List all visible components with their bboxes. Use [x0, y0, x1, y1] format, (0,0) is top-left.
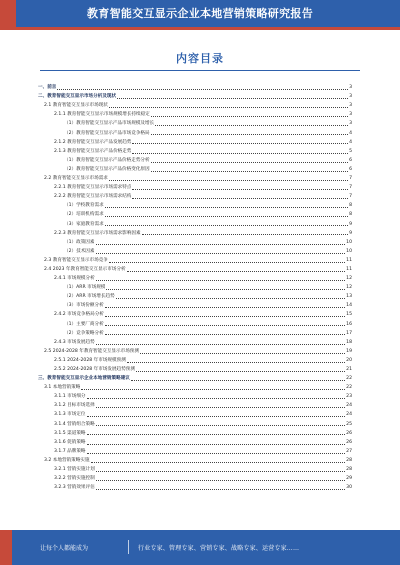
toc-entry[interactable]	[38, 183, 352, 192]
toc-entry-page: 27	[346, 448, 352, 454]
toc-entry[interactable]	[38, 356, 352, 365]
toc-entry[interactable]	[38, 483, 352, 492]
toc-entry-title: 2.2.1 教育智能交互显示市场需求特点	[54, 185, 132, 191]
toc-heading: 内容目录	[176, 52, 224, 65]
toc-leader-dots	[142, 234, 348, 235]
toc-entry-page: 28	[346, 467, 352, 473]
toc-entry[interactable]	[38, 447, 352, 456]
toc-entry[interactable]	[38, 329, 352, 338]
toc-leader-dots	[96, 344, 345, 345]
table-of-contents	[38, 83, 352, 492]
toc-leader-dots	[87, 416, 346, 417]
toc-entry-title: （2）教育智能交互显示产品市场竞争格局	[64, 130, 150, 136]
toc-entry-title: 2.2.2 教育智能交互显示市场需求结构	[54, 194, 132, 200]
toc-entry-title: 2.1.3 教育智能交互显示产品价格走势	[54, 148, 132, 154]
toc-entry[interactable]	[38, 292, 352, 301]
toc-entry-title: 3.2.3 营销效果评估	[54, 485, 95, 491]
toc-leader-dots	[116, 298, 345, 299]
toc-entry-title: 3.1.4 营销组合策略	[54, 421, 95, 427]
toc-entry-title: 2.2 教育智能交互显示市场需求	[44, 176, 108, 182]
toc-entry-title: 2.5.1 2024-2028 年市场规模预测	[54, 357, 126, 363]
toc-entry-title: 3.2.2 营销实施控制	[54, 476, 95, 482]
toc-entry[interactable]	[38, 465, 352, 474]
toc-leader-dots	[96, 244, 346, 245]
toc-entry-page: 22	[346, 376, 352, 382]
toc-entry-title: 2.1.1 教育智能交互显示市场规模增长持续稳定	[54, 112, 150, 118]
toc-leader-dots	[127, 271, 346, 272]
toc-entry-title: （1）教育智能交互显示产品价格走势分析	[64, 157, 150, 163]
toc-entry-page: 6	[349, 166, 352, 172]
toc-entry-page: 5	[349, 148, 352, 154]
toc-leader-dots	[105, 225, 348, 226]
footer-divider	[128, 540, 129, 554]
toc-entry-page: 6	[349, 157, 352, 163]
toc-leader-dots	[81, 389, 345, 390]
toc-entry[interactable]	[38, 210, 352, 219]
toc-entry-page: 21	[346, 367, 352, 372]
toc-entry-title: 2.2.3 教育智能交互显示市场需求影响因素	[54, 230, 141, 236]
toc-entry[interactable]	[38, 310, 352, 319]
toc-leader-dots	[151, 134, 348, 135]
footer-slogan: 让每个人都能成为	[40, 545, 89, 552]
toc-entry-title: 3.2 本地营销策略实施	[44, 457, 90, 463]
footer-band	[0, 530, 400, 565]
toc-leader-dots	[151, 116, 348, 117]
toc-entry-page: 9	[349, 221, 352, 227]
toc-entry-title: 一、前言	[38, 85, 57, 91]
toc-entry-title: （1）ARR 市场规模	[64, 285, 106, 291]
toc-entry-title: 3.1.1 市场细分	[54, 394, 86, 400]
toc-leader-dots	[109, 107, 348, 108]
toc-leader-dots	[87, 444, 346, 445]
toc-entry-page: 3	[349, 112, 352, 118]
toc-leader-dots	[109, 180, 348, 181]
toc-entry-title: 2.4 2023 年教育智能交互显示市场分析	[44, 266, 126, 272]
toc-entry-page: 3	[349, 103, 352, 109]
toc-leader-dots	[105, 216, 348, 217]
toc-entry[interactable]	[38, 383, 352, 392]
toc-entry-page: 9	[349, 230, 352, 236]
toc-leader-dots	[96, 253, 346, 254]
toc-leader-dots	[109, 262, 345, 263]
toc-entry[interactable]	[38, 438, 352, 447]
toc-entry[interactable]	[38, 238, 352, 247]
toc-leader-dots	[106, 289, 345, 290]
toc-entry-title: 3.1 本地营销策略	[44, 385, 81, 391]
toc-entry[interactable]	[38, 401, 352, 410]
toc-leader-dots	[117, 98, 348, 99]
toc-entry-page: 20	[346, 357, 352, 363]
toc-entry-title: （3）市场份额分析	[64, 303, 104, 309]
toc-entry-page: 11	[346, 266, 352, 272]
toc-leader-dots	[132, 198, 348, 199]
toc-leader-dots	[105, 307, 345, 308]
toc-leader-dots	[87, 453, 346, 454]
toc-entry-title: （1）政策因素	[64, 239, 95, 245]
toc-entry-title: 二、教育智能交互显示市场分析及现状	[38, 94, 117, 100]
toc-leader-dots	[105, 207, 348, 208]
toc-leader-dots	[127, 362, 345, 363]
toc-entry[interactable]	[38, 128, 352, 137]
toc-entry-page: 30	[346, 485, 352, 491]
toc-entry-title: 2.5.2 2024-2028 年市场发展趋势预测	[54, 367, 135, 372]
toc-leader-dots	[105, 316, 345, 317]
toc-entry-title: （2）技术因素	[64, 248, 95, 254]
toc-entry-page: 3	[349, 121, 352, 127]
toc-entry[interactable]	[38, 410, 352, 419]
toc-leader-dots	[87, 434, 346, 435]
toc-leader-dots	[105, 334, 345, 335]
toc-entry[interactable]	[38, 201, 352, 210]
toc-entry[interactable]	[38, 319, 352, 328]
toc-entry-page: 25	[346, 421, 352, 427]
toc-entry-page: 10	[346, 239, 352, 245]
toc-entry-title: （1）学校教育需求	[64, 203, 104, 209]
toc-entry[interactable]	[38, 156, 352, 165]
toc-leader-dots	[132, 189, 348, 190]
toc-leader-dots	[96, 480, 345, 481]
toc-entry-page: 4	[349, 139, 352, 145]
toc-entry-page: 4	[349, 130, 352, 136]
toc-entry[interactable]	[38, 101, 352, 110]
toc-entry[interactable]	[38, 83, 352, 92]
toc-leader-dots	[96, 280, 345, 281]
toc-leader-dots	[151, 171, 348, 172]
toc-entry-page: 16	[346, 321, 352, 327]
toc-entry-page: 13	[346, 294, 352, 300]
header-band	[0, 0, 400, 30]
toc-entry[interactable]	[38, 338, 352, 347]
toc-leader-dots	[105, 325, 345, 326]
footer-accent-stripe	[0, 530, 12, 565]
toc-entry[interactable]	[38, 110, 352, 119]
toc-entry-page: 29	[346, 476, 352, 482]
toc-entry-page: 23	[346, 394, 352, 400]
toc-entry[interactable]	[38, 174, 352, 183]
toc-entry-page: 8	[349, 203, 352, 209]
toc-entry-title: 3.2.1 营销实施计划	[54, 467, 95, 473]
toc-entry-title: （2）培训机构需求	[64, 212, 104, 218]
toc-entry-title: （2）教育智能交互显示产品价格变化原因	[64, 166, 150, 172]
toc-entry-page: 15	[346, 312, 352, 318]
toc-entry[interactable]	[38, 419, 352, 428]
toc-entry-page: 11	[346, 257, 352, 263]
toc-leader-dots	[151, 162, 348, 163]
toc-entry[interactable]	[38, 229, 352, 238]
toc-entry-page: 7	[349, 176, 352, 182]
toc-entry-page: 19	[346, 348, 352, 354]
toc-entry-title: （3）家庭教育需求	[64, 221, 104, 227]
toc-entry[interactable]	[38, 247, 352, 256]
toc-entry-title: 2.5 2024-2028 年教育智能交互显示市场预测	[44, 348, 139, 354]
toc-entry[interactable]	[38, 192, 352, 201]
toc-entry[interactable]	[38, 347, 352, 356]
toc-entry[interactable]	[38, 301, 352, 310]
toc-entry-title: 2.3 教育智能交互显示市场竞争	[44, 257, 108, 263]
toc-leader-dots	[140, 353, 345, 354]
toc-entry[interactable]	[38, 119, 352, 128]
toc-entry-title: 三、教育智能交互显示企业本地营销策略建议	[38, 376, 130, 382]
toc-entry-page: 17	[346, 330, 352, 336]
toc-entry[interactable]	[38, 219, 352, 228]
toc-entry-title: 2.1 教育智能交互显示市场现状	[44, 103, 108, 109]
toc-entry-page: 12	[346, 276, 352, 282]
toc-entry-title: （2）竞争策略分析	[64, 330, 104, 336]
toc-leader-dots	[96, 489, 345, 490]
toc-entry-title: （1）主要厂商分析	[64, 321, 104, 327]
toc-entry-page: 12	[346, 285, 352, 291]
toc-entry[interactable]	[38, 92, 352, 101]
toc-divider	[40, 70, 360, 71]
toc-entry-title: 3.1.7 品牌策略	[54, 448, 86, 454]
toc-entry-page: 3	[349, 85, 352, 91]
toc-entry-page: 3	[349, 94, 352, 100]
toc-entry[interactable]	[38, 374, 352, 383]
toc-entry-page: 10	[346, 248, 352, 254]
toc-entry[interactable]	[38, 474, 352, 483]
toc-leader-dots	[136, 371, 345, 372]
toc-entry-page: 24	[346, 412, 352, 418]
toc-entry[interactable]	[38, 365, 352, 374]
report-title: 教育智能交互显示企业本地营销策略研究报告	[87, 7, 313, 20]
toc-entry-page: 8	[349, 212, 352, 218]
toc-entry-title: 3.1.6 促销策略	[54, 439, 86, 445]
toc-leader-dots	[132, 143, 348, 144]
toc-entry-title: 3.1.5 渠道策略	[54, 430, 86, 436]
toc-entry-page: 24	[346, 403, 352, 409]
toc-entry[interactable]	[38, 256, 352, 265]
toc-leader-dots	[96, 471, 345, 472]
toc-entry[interactable]	[38, 429, 352, 438]
footer-roles: 行业专家、管理专家、营销专家、战略专家、运营专家……	[138, 545, 300, 552]
toc-entry[interactable]	[38, 283, 352, 292]
toc-entry[interactable]	[38, 265, 352, 274]
toc-entry-page: 22	[346, 385, 352, 391]
toc-entry-title: 2.1.2 教育智能交互显示产品发展趋势	[54, 139, 132, 145]
toc-entry-title: 2.4.2 市场竞争格局分析	[54, 312, 104, 318]
toc-entry-title: 3.1.3 市场定位	[54, 412, 86, 418]
toc-leader-dots	[91, 462, 346, 463]
toc-leader-dots	[96, 407, 345, 408]
toc-entry-page: 26	[346, 430, 352, 436]
toc-entry-title: 2.4.3 市场发展趋势	[54, 339, 95, 345]
toc-entry-page: 7	[349, 185, 352, 191]
toc-entry-page: 28	[346, 457, 352, 463]
toc-entry[interactable]	[38, 392, 352, 401]
toc-entry[interactable]	[38, 147, 352, 156]
toc-leader-dots	[96, 425, 345, 426]
toc-entry-title: （2）ARR 市场增长趋势	[64, 294, 115, 300]
toc-entry-title: 3.1.2 目标市场选择	[54, 403, 95, 409]
toc-leader-dots	[155, 125, 348, 126]
toc-entry-title: （1）教育智能交互显示产品市场规模及增长	[64, 121, 155, 127]
toc-entry-page: 26	[346, 439, 352, 445]
toc-entry[interactable]	[38, 138, 352, 147]
toc-entry-title: 2.4.1 市场规模分析	[54, 276, 95, 282]
toc-entry-page: 18	[346, 339, 352, 345]
toc-leader-dots	[57, 89, 348, 90]
toc-leader-dots	[131, 380, 345, 381]
toc-entry[interactable]	[38, 456, 352, 465]
toc-entry[interactable]	[38, 165, 352, 174]
toc-entry-page: 7	[349, 194, 352, 200]
toc-leader-dots	[87, 398, 346, 399]
toc-entry-page: 14	[346, 303, 352, 309]
toc-leader-dots	[132, 153, 348, 154]
toc-entry[interactable]	[38, 274, 352, 283]
